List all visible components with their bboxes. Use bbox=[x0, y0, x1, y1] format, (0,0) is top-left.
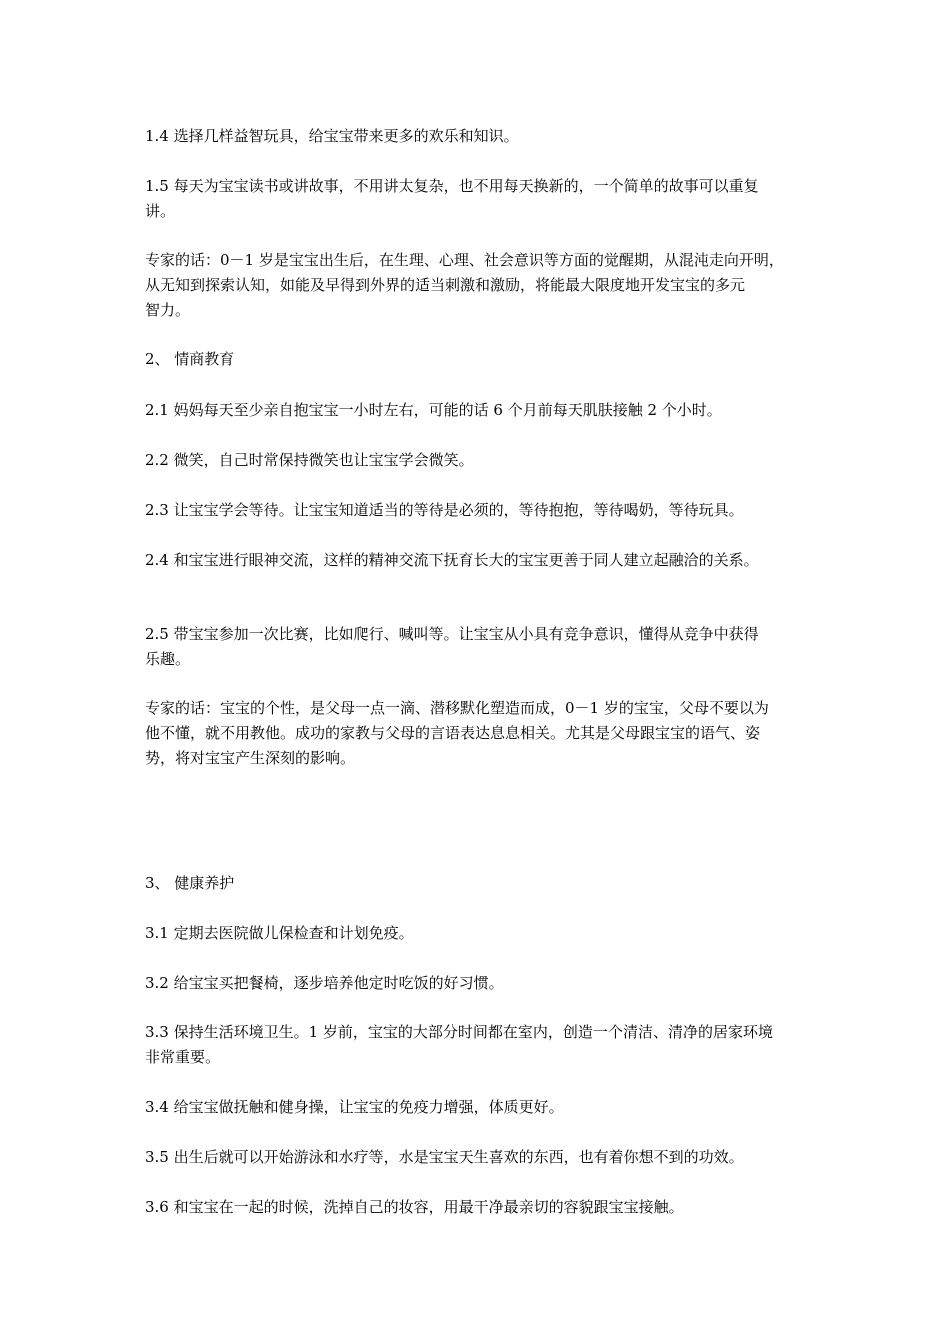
section-heading-3 bbox=[145, 871, 825, 896]
expert-note-1 bbox=[145, 248, 825, 323]
text-line: 势，将对宝宝产生深刻的影响。 bbox=[145, 749, 356, 767]
text-line: 2.2 微笑，自己时常保持微笑也让宝宝学会微笑。 bbox=[145, 451, 474, 469]
text-line: 1.5 每天为宝宝读书或讲故事，不用讲太复杂，也不用每天换新的，一个简单的故事可以重复 bbox=[145, 177, 759, 195]
text-line: 专家的话：宝宝的个性，是父母一点一滴、潜移默化塑造而成，0－1 岁的宝宝，父母不要以为 bbox=[145, 699, 769, 717]
text-line: 3、 健康养护 bbox=[145, 874, 235, 892]
paragraph-3-2 bbox=[145, 971, 825, 996]
paragraph-2-3 bbox=[145, 498, 825, 523]
text-line: 3.2 给宝宝买把餐椅，逐步培养他定时吃饭的好习惯。 bbox=[145, 974, 504, 992]
text-line: 从无知到探索认知，如能及早得到外界的适当刺激和激励，将能最大限度地开发宝宝的多元 bbox=[145, 276, 746, 294]
paragraph-3-6 bbox=[145, 1195, 825, 1220]
text-line: 3.5 出生后就可以开始游泳和水疗等，水是宝宝天生喜欢的东西，也有着你想不到的功效。 bbox=[145, 1148, 744, 1166]
text-line: 专家的话：0－1 岁是宝宝出生后，在生理、心理、社会意识等方面的觉醒期，从混沌走向开明， bbox=[145, 251, 784, 269]
text-line: 讲。 bbox=[145, 202, 176, 220]
paragraph-2-1 bbox=[145, 398, 825, 423]
paragraph-2-2 bbox=[145, 448, 825, 473]
paragraph-2-5 bbox=[145, 622, 825, 672]
section-heading-2 bbox=[145, 347, 825, 372]
text-line: 智力。 bbox=[145, 301, 191, 319]
text-line: 3.3 保持生活环境卫生。1 岁前，宝宝的大部分时间都在室内，创造一个清洁、清净的居家环境 bbox=[145, 1023, 773, 1041]
paragraph-3-4 bbox=[145, 1095, 825, 1120]
paragraph-2-4 bbox=[145, 548, 825, 573]
text-line: 他不懂，就不用教他。成功的家教与父母的言语表达息息相关。尤其是父母跟宝宝的语气、姿 bbox=[145, 724, 761, 742]
text-line: 1.4 选择几样益智玩具，给宝宝带来更多的欢乐和知识。 bbox=[145, 127, 519, 145]
paragraph-3-5 bbox=[145, 1145, 825, 1170]
text-line: 2、 情商教育 bbox=[145, 350, 235, 368]
text-line: 2.1 妈妈每天至少亲自抱宝宝一小时左右，可能的话 6 个月前每天肌肤接触 2 个小时。 bbox=[145, 401, 722, 419]
text-line: 3.1 定期去医院做儿保检查和计划免疫。 bbox=[145, 924, 414, 942]
text-line: 乐趣。 bbox=[145, 650, 191, 668]
text-line: 2.4 和宝宝进行眼神交流，这样的精神交流下抚育长大的宝宝更善于同人建立起融洽的关系。 bbox=[145, 551, 759, 569]
paragraph-3-3 bbox=[145, 1020, 825, 1070]
text-line: 2.3 让宝宝学会等待。让宝宝知道适当的等待是必须的，等待抱抱，等待喝奶，等待玩具。 bbox=[145, 501, 744, 519]
text-line: 3.6 和宝宝在一起的时候，洗掉自己的妆容，用最干净最亲切的容貌跟宝宝接触。 bbox=[145, 1198, 684, 1216]
text-line: 2.5 带宝宝参加一次比赛，比如爬行、喊叫等。让宝宝从小具有竞争意识，懂得从竞争中获得 bbox=[145, 625, 759, 643]
paragraph-1-4 bbox=[145, 124, 825, 149]
text-line: 3.4 给宝宝做抚触和健身操，让宝宝的免疫力增强，体质更好。 bbox=[145, 1098, 564, 1116]
expert-note-2 bbox=[145, 696, 825, 771]
paragraph-3-1 bbox=[145, 921, 825, 946]
paragraph-1-5 bbox=[145, 174, 825, 224]
text-line: 非常重要。 bbox=[145, 1048, 221, 1066]
